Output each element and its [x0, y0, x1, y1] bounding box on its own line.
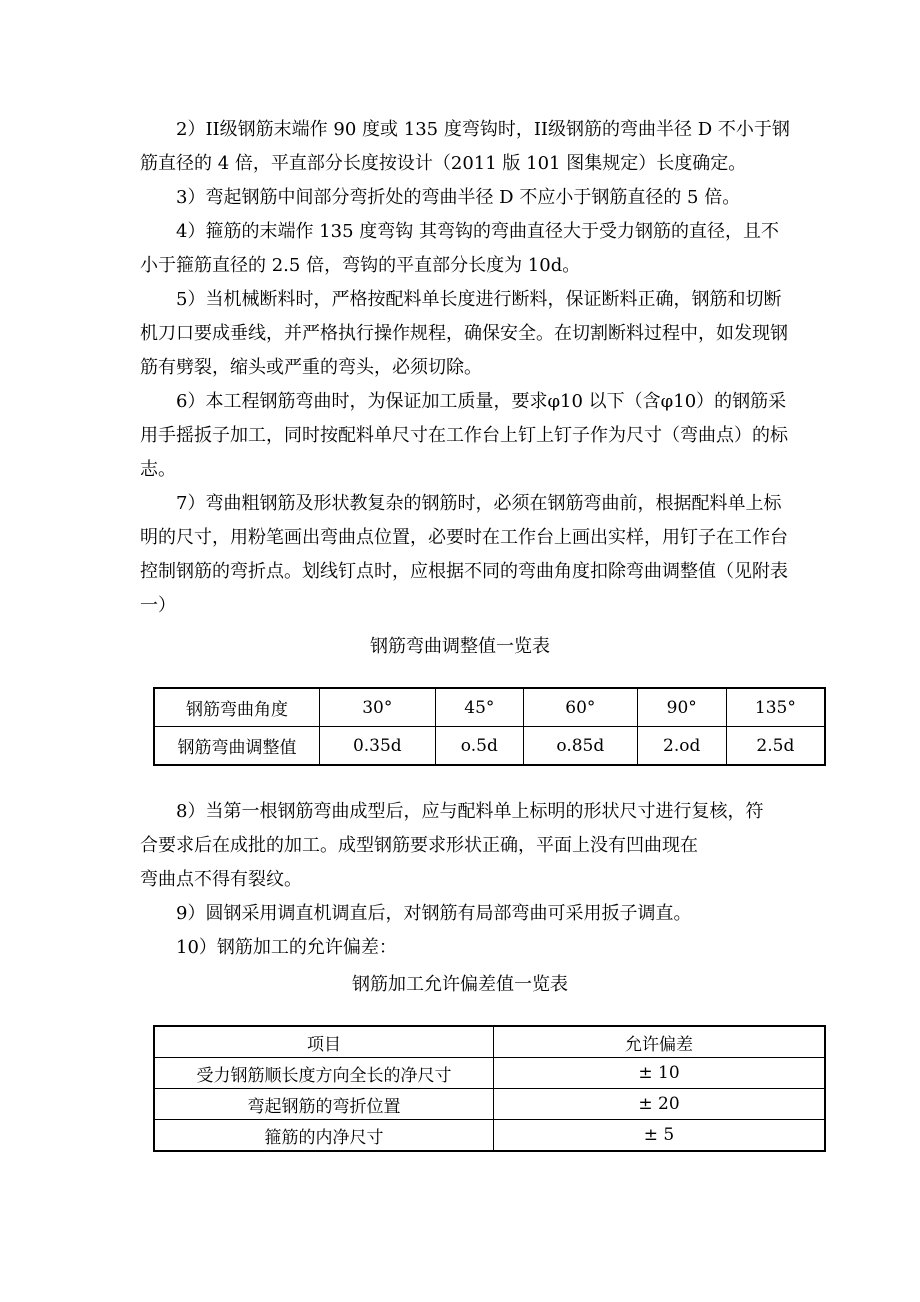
paragraph-5: 5）当机械断料时，严格按配料单长度进行断料，保证断料正确，钢筋和切断机刀口要成垂线，并严格执行操作规程，确保安全。在切割断料过程中，如发现钢筋有劈裂，缩头或严重的弯头，必须切除。	[140, 289, 788, 378]
table-cell: 45°	[435, 688, 523, 727]
paragraph-8-line-2: 合要求后在成批的加工。成型钢筋要求形状正确，平面上没有凹曲现在	[140, 835, 698, 856]
table-row	[154, 1089, 825, 1120]
table-cell: 0.35d	[320, 727, 436, 766]
paragraph-7: 7）弯曲粗钢筋及形状教复杂的钢筋时，必须在钢筋弯曲前，根据配料单上标明的尺寸，用粉笔画出弯曲点位置，必要时在工作台上画出实样，用钉子在工作台控制钢筋的弯折点。划线钉点时，应根据不同的弯曲角度扣除弯曲调整值（见附表一）	[140, 493, 788, 616]
table-cell: 箍筋的内净尺寸	[154, 1120, 494, 1152]
paragraph-8-line-3: 弯曲点不得有裂纹。	[140, 869, 302, 890]
table-cell: 60°	[524, 688, 638, 727]
bend-adjustment-table	[153, 687, 826, 766]
column-header-item: 项目	[154, 1026, 494, 1058]
paragraph-2: 2）II级钢筋末端作 90 度或 135 度弯钩时，II级钢筋的弯曲半径 D 不小于钢筋直径的 4 倍，平直部分长度按设计（2011 版 101 图集规定）长度确定。	[140, 119, 790, 174]
table-row	[154, 688, 825, 727]
table-row	[154, 727, 825, 766]
table-row	[154, 1058, 825, 1089]
table1-title: 钢筋弯曲调整值一览表	[370, 636, 550, 657]
table-header-row	[154, 1026, 825, 1058]
text-block-lower	[140, 795, 790, 965]
paragraph-9: 9）圆钢采用调直机调直后，对钢筋有局部弯曲可采用扳子调直。	[176, 903, 692, 924]
table-cell: ± 10	[494, 1058, 826, 1089]
table2-title: 钢筋加工允许偏差值一览表	[352, 974, 568, 995]
column-header-tolerance: 允许偏差	[494, 1026, 826, 1058]
table-row	[154, 1120, 825, 1152]
table-cell: 2.od	[637, 727, 726, 766]
table-cell: 2.5d	[726, 727, 825, 766]
table-cell: 30°	[320, 688, 436, 727]
table-cell: 135°	[726, 688, 825, 727]
paragraph-8-line-1: 8）当第一根钢筋弯曲成型后，应与配料单上标明的形状尺寸进行复核，符	[176, 801, 764, 822]
table-cell: ± 20	[494, 1089, 826, 1120]
table-cell: o.5d	[435, 727, 523, 766]
paragraph-10: 10）钢筋加工的允许偏差：	[176, 937, 397, 958]
table-cell: o.85d	[524, 727, 638, 766]
table-cell: 90°	[637, 688, 726, 727]
tolerance-table	[153, 1025, 826, 1152]
paragraph-6: 6）本工程钢筋弯曲时，为保证加工质量，要求φ10 以下（含φ10）的钢筋采用手摇扳子加工，同时按配料单尺寸在工作台上钉上钉子作为尺寸（弯曲点）的标志。	[140, 391, 788, 480]
paragraph-4: 4）箍筋的末端作 135 度弯钩 其弯钩的弯曲直径大于受力钢筋的直径，且不小于箍筋直径的 2.5 倍，弯钩的平直部分长度为 10d。	[140, 221, 779, 276]
row-label-angle: 钢筋弯曲角度	[154, 688, 320, 727]
table-cell: 受力钢筋顺长度方向全长的净尺寸	[154, 1058, 494, 1089]
text-block-upper	[140, 113, 790, 623]
row-label-adjustment: 钢筋弯曲调整值	[154, 727, 320, 766]
paragraph-3: 3）弯起钢筋中间部分弯折处的弯曲半径 D 不应小于钢筋直径的 5 倍。	[176, 187, 741, 208]
table-cell: 弯起钢筋的弯折位置	[154, 1089, 494, 1120]
table-cell: ± 5	[494, 1120, 826, 1152]
